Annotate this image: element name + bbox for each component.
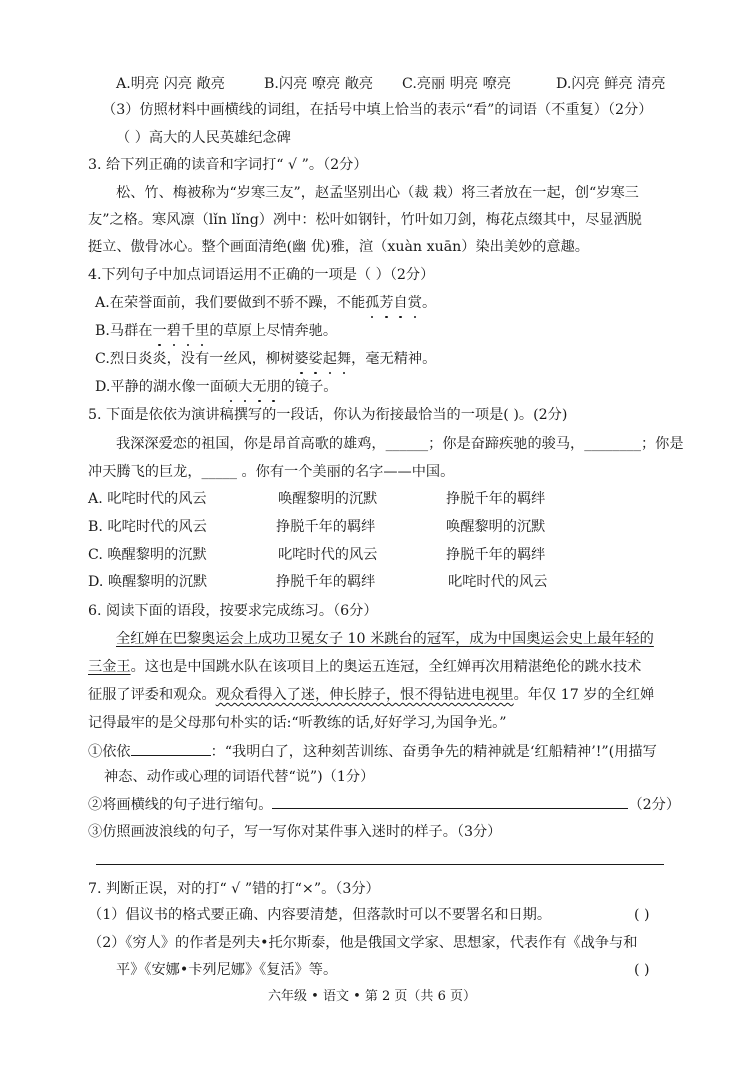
q5-option-c-2: 叱咤时代的风云 bbox=[278, 547, 378, 563]
dotted-char: 芳 bbox=[379, 295, 394, 311]
q6-sub2: ②将画横线的句子进行缩句。 （2分） bbox=[88, 794, 680, 815]
dotted-char: 碧 bbox=[166, 323, 181, 339]
q6-sub3-answer-line[interactable] bbox=[96, 864, 664, 865]
dotted-char: 自 bbox=[393, 295, 408, 311]
q6-wavy-sentence: 观众看得入了迷，伸长脖子，恨不得钻进电视里 bbox=[215, 687, 514, 703]
q5-option-b-3: 唤醒黎明的沉默 bbox=[446, 519, 546, 535]
q6-underlined-sentence-1: 全红婵在巴黎奥运会上成功卫冕女子 10 米跳台的冠军，成为中国奥运会史上最年轻的 bbox=[116, 631, 654, 647]
q6-sub3: ③仿照画波浪线的句子，写一写你对某件事入迷时的样子。（3分） bbox=[88, 824, 502, 840]
q4-title: 4.下列句子中加点词语运用不正确的一项是（ ）（2分） bbox=[88, 267, 435, 283]
dotted-char: 里 bbox=[195, 323, 210, 339]
q4-option-b: B.马群在一碧千里的草原上尽情奔驰。 bbox=[95, 323, 338, 339]
q3-line-2: 友”之格。寒风凛（lǐn lǐng）冽中：松叶如钢针，竹叶如刀剑，梅花点缀其中，尽显洒脱 bbox=[88, 212, 642, 228]
q7-item-1-answer-paren[interactable]: ( ) bbox=[634, 907, 650, 923]
q6-sub1-hint: 神态、动作或心理的词语代替“说”)（1分） bbox=[104, 769, 375, 785]
dotted-char: 一 bbox=[152, 323, 167, 339]
dotted-char: 硕 bbox=[223, 379, 239, 395]
page-footer: 六年级 • 语文 • 第 2 页（共 6 页） bbox=[268, 989, 476, 1004]
q3-line-3: 挺立、傲骨冰心。整个画面清绝(幽 优)雅，渲（xuàn xuān）染出美妙的意趣。 bbox=[88, 239, 589, 255]
q7-item-1: （1）倡议书的格式要正确、内容要清楚，但落款时可以不要署名和日期。 bbox=[88, 907, 552, 923]
q6-sub1-answer-blank[interactable] bbox=[131, 741, 211, 756]
q3-title: 3. 给下列正确的读音和字词打“ √ ”。（2分） bbox=[88, 157, 368, 173]
q5-option-a-1: A. 叱咤时代的风云 bbox=[88, 491, 207, 507]
q7-item-2-line-1: （2）《穷人》的作者是列夫•托尔斯泰，他是俄国文学家、思想家，代表作有《战争与和 bbox=[88, 935, 638, 951]
q6-sub1: ①依依 ：“我明白了，这种刻苦训练、奋勇争先的精神就是‘红船精神’!”(用描写 bbox=[88, 741, 657, 762]
q5-option-c-1: C. 唤醒黎明的沉默 bbox=[88, 547, 207, 563]
q2-option-c: C.亮丽 明亮 嘹亮 bbox=[402, 76, 512, 92]
q5-blank-2[interactable]: ________ bbox=[584, 436, 641, 452]
q5-paragraph-1: 我深深爱恋的祖国，你是昂首高歌的雄鸡，______；你是奋蹄疾驰的骏马，________；你是 bbox=[116, 436, 684, 452]
q5-option-d-2: 挣脱千年的羁绊 bbox=[276, 574, 376, 590]
q7-item-2-line-2: 平》《安娜•卡列尼娜》《复活》等。 bbox=[116, 962, 338, 978]
q5-option-d-1: D. 唤醒黎明的沉默 bbox=[88, 574, 208, 590]
q6-underlined-sentence-2: 三金王 bbox=[88, 659, 131, 675]
q6-title: 6. 阅读下面的语段，按要求完成练习。（6分） bbox=[88, 603, 378, 619]
q2-sub3-answer-line: （ ）高大的人民英雄纪念碑 bbox=[116, 130, 291, 146]
dotted-char: 娑 bbox=[308, 351, 323, 367]
dotted-char: 舞 bbox=[336, 351, 352, 367]
q2-sub3-prompt: （3）仿照材料中画横线的词组，在括号中填上恰当的表示“看”的词语（不重复）（2分） bbox=[102, 102, 653, 118]
q6-paragraph-line-3: 征服了评委和观众。观众看得入了迷，伸长脖子，恨不得钻进电视里。年仅 17 岁的全红婵 bbox=[88, 687, 655, 703]
q5-blank-3[interactable]: _____ bbox=[201, 464, 237, 480]
dotted-char: 起 bbox=[322, 351, 337, 367]
q6-paragraph-line-4: 记得最牢的是父母那句朴实的话:“听教练的话,好好学习,为国争光。” bbox=[88, 715, 507, 731]
dotted-char: 朋 bbox=[266, 379, 281, 395]
q6-sub2-answer-blank[interactable] bbox=[272, 794, 628, 809]
q5-title: 5. 下面是依依为演讲稿撰写的一段话，你认为衔接最恰当的一项是( )。(2分) bbox=[88, 407, 568, 423]
q7-title: 7. 判断正误，对的打“ √ ”错的打“×”。（3分） bbox=[88, 881, 380, 897]
dotted-char: 赏 bbox=[407, 295, 422, 311]
q5-blank-1[interactable]: ______ bbox=[385, 436, 429, 452]
dotted-char: 孤 bbox=[365, 295, 380, 311]
q5-option-d-3: 叱咤时代的风云 bbox=[448, 574, 548, 590]
q4-option-a: A.在荣誉面前，我们要做到不骄不躁，不能孤芳自赏。 bbox=[95, 295, 437, 311]
q5-option-b-1: B. 叱咤时代的风云 bbox=[88, 519, 207, 535]
dotted-char: 大 bbox=[238, 379, 253, 395]
dotted-char: 婆 bbox=[294, 351, 309, 367]
q5-paragraph-2: 冲天腾飞的巨龙，_____ 。你有一个美丽的名字——中国。 bbox=[88, 464, 455, 480]
q3-line-1: 松、竹、梅被称为“岁寒三友”，赵孟坚别出心（裁 栽）将三者放在一起，创“岁寒三 bbox=[116, 185, 639, 201]
q7-item-2-answer-paren[interactable]: ( ) bbox=[634, 962, 650, 978]
q5-option-a-2: 唤醒黎明的沉默 bbox=[278, 491, 378, 507]
q2-option-a: A.明亮 闪亮 敞亮 bbox=[116, 76, 225, 92]
q4-option-d: D.平静的湖水像一面硕大无朋的镜子。 bbox=[95, 379, 338, 395]
q2-option-b: B.闪亮 嘹亮 敞亮 bbox=[264, 76, 374, 92]
q4-option-c: C.烈日炎炎，没有一丝风，柳树婆娑起舞，毫无精神。 bbox=[95, 351, 437, 367]
q5-option-c-3: 挣脱千年的羁绊 bbox=[446, 547, 546, 563]
q5-option-b-2: 挣脱千年的羁绊 bbox=[276, 519, 376, 535]
dotted-char: 千 bbox=[180, 323, 196, 339]
q2-option-d: D.闪亮 鲜亮 清亮 bbox=[556, 76, 666, 92]
dotted-char: 无 bbox=[252, 379, 267, 395]
q5-option-a-3: 挣脱千年的羁绊 bbox=[446, 491, 546, 507]
q6-paragraph-line-2: 三金王。这也是中国跳水队在该项目上的奥运五连冠，全红婵再次用精湛绝伦的跳水技术 bbox=[88, 659, 642, 675]
